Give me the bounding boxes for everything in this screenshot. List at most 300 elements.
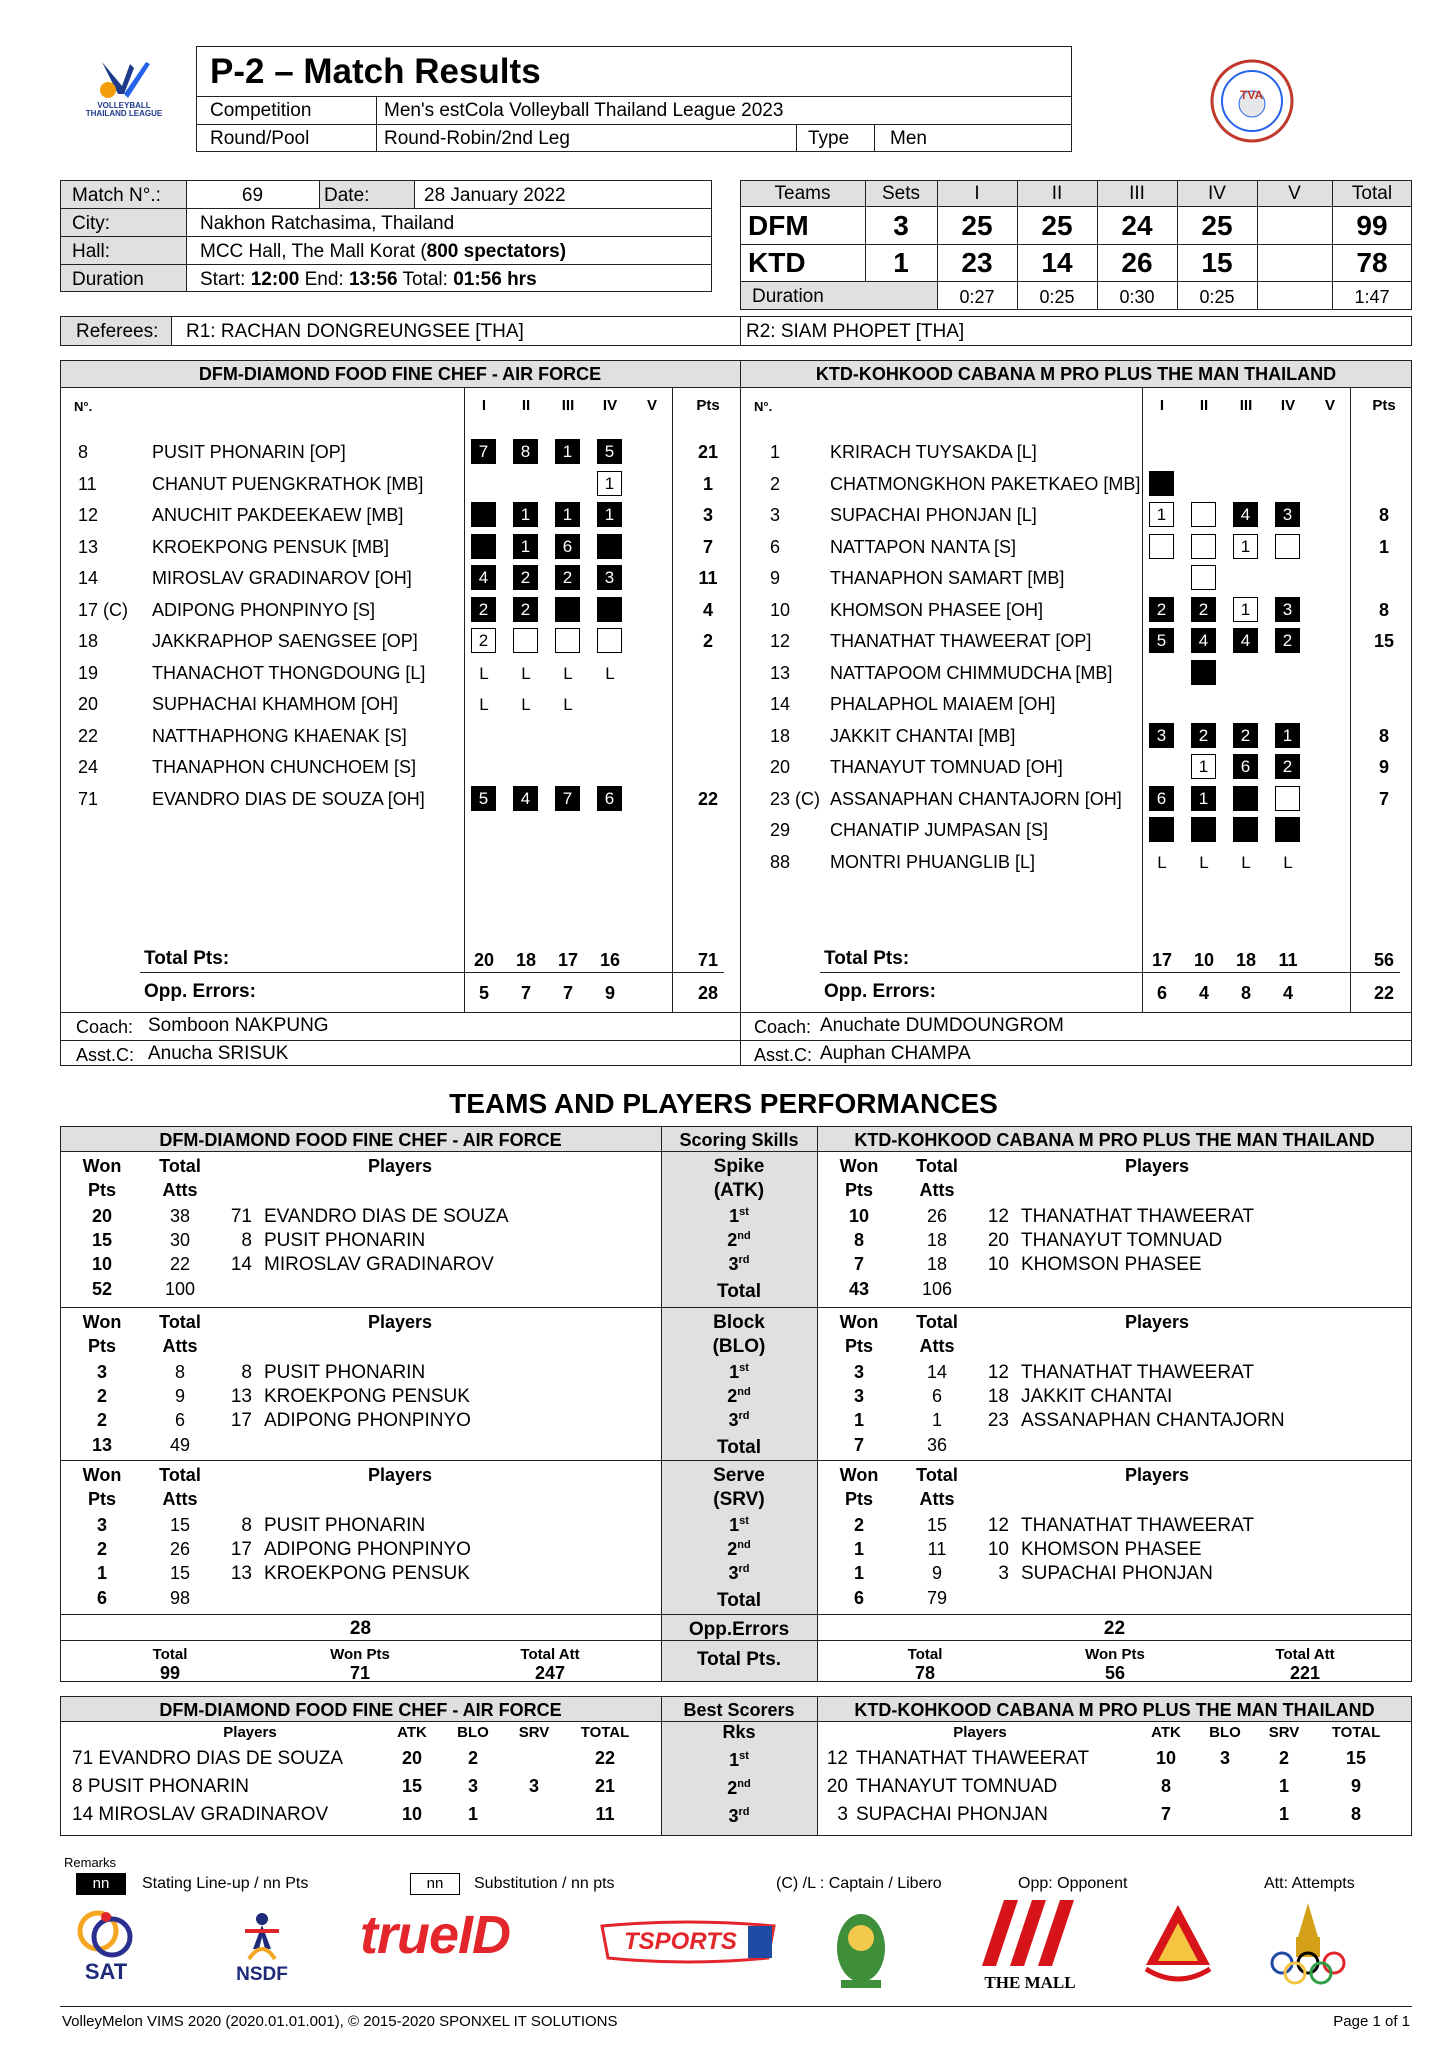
score-h-set1: I: [974, 183, 980, 204]
score-h-set5: V: [1288, 183, 1301, 204]
substitution-box: [555, 628, 580, 653]
roster-player-name: THANAYUT TOMNUAD [OH]: [830, 757, 1063, 777]
perf-player-number: 13: [230, 1386, 252, 1407]
perf-total-header: Total: [159, 1312, 201, 1332]
substitution-box: [1149, 534, 1174, 559]
perf-atts-total: 36: [926, 1435, 948, 1455]
legend-att: Att: Attempts: [1264, 1875, 1355, 1892]
perf-won-value: 10: [91, 1254, 113, 1274]
best-left-player: 14 MIROSLAV GRADINAROV: [72, 1804, 329, 1825]
perf-left-tot: 99: [159, 1663, 181, 1683]
starting-lineup-box: 2: [1275, 628, 1300, 653]
roster-player-name: NATTAPOOM CHIMMUDCHA [MB]: [830, 662, 1113, 683]
best-right-blo-header: BLO: [1209, 1724, 1241, 1741]
perf-players-header: Players: [1124, 1312, 1190, 1332]
roster-right-opp-value: 4: [1282, 983, 1293, 1003]
starting-lineup-box: 4: [1233, 502, 1258, 527]
substitution-box: 1: [1191, 754, 1216, 779]
perf-atts-value: 38: [169, 1206, 191, 1226]
rank-2-label: 2nd: [727, 1539, 751, 1559]
team2-set4: 15: [1201, 247, 1233, 278]
performances-title: TEAMS AND PLAYERS PERFORMANCES: [449, 1088, 998, 1119]
perf-player-number: 13: [230, 1563, 252, 1584]
perf-player-name: THANATHAT THAWEERAT: [1021, 1515, 1254, 1536]
perf-total-header: Total: [159, 1156, 201, 1176]
best-right-atk: 7: [1160, 1804, 1171, 1824]
perf-right-won: 56: [1104, 1663, 1126, 1683]
starting-lineup-box: 1: [1275, 723, 1300, 748]
roster-left-set4-header: IV: [602, 397, 618, 414]
perf-won-value: 3: [96, 1515, 107, 1535]
perf-won-header: Won: [839, 1312, 879, 1332]
libero-marker: L: [563, 663, 573, 683]
rank-3-label: 3rd: [728, 1410, 750, 1430]
rank-2-label: 2nd: [727, 1230, 751, 1250]
perf-won-total: 43: [848, 1279, 870, 1299]
perf-pts-header: Pts: [844, 1489, 873, 1509]
starting-lineup-box: 6: [555, 534, 580, 559]
roster-player-points: 1: [702, 473, 713, 494]
team2-set2: 14: [1041, 247, 1073, 278]
roster-right-opp-value: 8: [1240, 983, 1251, 1003]
starting-lineup-box: 6: [597, 786, 622, 811]
roster-player-number: 18: [78, 631, 99, 651]
substitution-box: [1275, 534, 1300, 559]
starting-lineup-box: [1233, 786, 1258, 811]
best-right-blo: 3: [1219, 1748, 1230, 1768]
best-left-team: DFM-DIAMOND FOOD FINE CHEF - AIR FORCE: [159, 1700, 562, 1720]
perf-player-name: JAKKIT CHANTAI: [1021, 1386, 1173, 1407]
roster-left-set5-header: V: [646, 397, 657, 414]
roster-player-number: 13: [770, 662, 791, 683]
roster-player-number: 20: [770, 757, 791, 777]
perf-player-number: 12: [987, 1362, 1009, 1383]
roster-player-points: 3: [702, 505, 713, 525]
asst-right-label: Asst.C:: [754, 1045, 813, 1065]
legend-captain: (C) /L : Captain / Libero: [776, 1875, 942, 1892]
substitution-box: [1191, 502, 1216, 527]
perf-won-value: 15: [91, 1230, 113, 1250]
best-right-player: SUPACHAI PHONJAN: [856, 1804, 1048, 1825]
best-left-player: 8 PUSIT PHONARIN: [72, 1776, 250, 1797]
roster-player-name: THANAPHON SAMART [MB]: [830, 568, 1065, 588]
best-right-atk-header: ATK: [1151, 1724, 1181, 1741]
libero-marker: L: [1199, 852, 1209, 872]
starting-lineup-box: 4: [1233, 628, 1258, 653]
skill-serve-name: Serve: [713, 1465, 765, 1486]
duration-row-label: Duration: [752, 286, 824, 307]
perf-won-value: 1: [853, 1539, 864, 1559]
starting-lineup-box: 7: [555, 786, 580, 811]
roster-left-opp-label: Opp. Errors:: [144, 981, 256, 1002]
roster-right-total-value: 18: [1235, 950, 1257, 970]
coach-right-label: Coach:: [754, 1017, 812, 1037]
perf-atts-header: Atts: [162, 1180, 198, 1200]
skill-block-total-label: Total: [717, 1437, 761, 1458]
starting-lineup-box: 8: [513, 439, 538, 464]
substitution-box: 2: [471, 628, 496, 653]
roster-right-total-value: 17: [1151, 950, 1173, 970]
perf-players-header: Players: [367, 1312, 433, 1332]
perf-player-name: EVANDRO DIAS DE SOUZA: [264, 1206, 509, 1227]
roster-player-name: EVANDRO DIAS DE SOUZA [OH]: [152, 788, 425, 809]
perf-won-header: Won: [82, 1156, 122, 1176]
substitution-box: 1: [1149, 502, 1174, 527]
roster-player-name: PHALAPHOL MAIAEM [OH]: [830, 694, 1056, 714]
roster-player-name: ADIPONG PHONPINYO [S]: [152, 599, 376, 620]
roster-player-number: 11: [78, 473, 97, 494]
perf-player-name: SUPACHAI PHONJAN: [1021, 1563, 1213, 1584]
perf-atts-value: 15: [169, 1563, 191, 1583]
best-right-atk: 10: [1155, 1748, 1177, 1768]
best-right-number: 12: [826, 1748, 848, 1769]
perf-atts-value: 15: [169, 1515, 191, 1535]
team2-code: KTD: [748, 247, 806, 278]
roster-player-number: 3: [770, 505, 781, 525]
roster-player-points: 9: [1378, 757, 1389, 777]
dur-set2: 0:25: [1039, 287, 1075, 307]
best-right-number: 3: [837, 1804, 848, 1825]
tsports-logo: TSPORTS: [598, 1918, 778, 1966]
skill-serve-total-label: Total: [717, 1590, 761, 1611]
team1-code: DFM: [748, 210, 809, 241]
perf-won-header: Won: [839, 1465, 879, 1485]
tva-logo: TVA: [1209, 58, 1295, 144]
roster-player-name: KRIRACH TUYSAKDA [L]: [830, 442, 1037, 462]
hall-label: Hall:: [72, 241, 111, 262]
perf-players-header: Players: [1124, 1465, 1190, 1485]
team1-total: 99: [1356, 210, 1388, 241]
best-rank-2: 2nd: [727, 1778, 751, 1798]
perf-atts-value: 15: [926, 1515, 948, 1535]
perf-won-value: 3: [96, 1362, 107, 1382]
perf-left-att-label: Total Att: [520, 1646, 580, 1663]
roster-player-points: 2: [702, 631, 713, 651]
best-left-atk: 20: [401, 1748, 423, 1768]
perf-right-opp: 22: [1103, 1618, 1126, 1639]
skill-spike-abbr: (ATK): [713, 1180, 765, 1201]
perf-left-opp: 28: [349, 1618, 372, 1639]
roster-left-total-value: 20: [473, 950, 495, 970]
roster-player-number: 23 (C): [770, 788, 821, 809]
roster-player-number: 18: [770, 725, 791, 746]
starting-lineup-box: 1: [513, 502, 538, 527]
best-left-total: 21: [594, 1776, 616, 1796]
perf-won-value: 1: [853, 1563, 864, 1583]
perf-player-number: 71: [230, 1206, 252, 1227]
best-left-blo: 2: [467, 1748, 478, 1768]
starting-lineup-box: 3: [1149, 723, 1174, 748]
roster-player-points: 8: [1378, 505, 1389, 525]
perf-scoring-label: Scoring Skills: [679, 1130, 799, 1150]
perf-player-number: 8: [241, 1230, 252, 1251]
perf-won-header: Won: [839, 1156, 879, 1176]
team2-sets: 1: [893, 247, 909, 278]
best-left-blo: 3: [467, 1776, 478, 1796]
best-right-atk: 8: [1160, 1776, 1171, 1796]
perf-won-total: 52: [91, 1279, 113, 1299]
perf-won-value: 10: [848, 1206, 870, 1226]
competition-label: Competition: [210, 100, 312, 121]
starting-lineup-box: 4: [471, 565, 496, 590]
referees-label: Referees:: [76, 321, 159, 342]
nsdf-logo: NSDF: [222, 1900, 302, 1992]
roster-player-number: 14: [770, 694, 791, 714]
roster-player-number: 22: [78, 725, 99, 746]
starting-lineup-box: 2: [555, 565, 580, 590]
perf-atts-header: Atts: [919, 1336, 955, 1356]
perf-won-value: 2: [853, 1515, 864, 1535]
starting-lineup-box: 3: [1275, 597, 1300, 622]
roster-left-opp-value: 7: [562, 983, 573, 1003]
starting-lineup-box: [1149, 817, 1174, 842]
roster-player-number: 24: [78, 757, 99, 777]
rank-1-label: 1st: [729, 1206, 749, 1226]
roster-player-name: NATTAPON NANTA [S]: [830, 536, 1017, 557]
perf-won-header: Won: [82, 1465, 122, 1485]
libero-marker: L: [479, 695, 489, 714]
skill-spike-total-label: Total: [717, 1281, 761, 1302]
perf-won-total: 6: [853, 1588, 864, 1608]
perf-atts-total: 100: [164, 1279, 196, 1299]
libero-marker: L: [521, 663, 531, 683]
perf-atts-value: 9: [174, 1386, 185, 1406]
perf-total-header: Total: [159, 1465, 201, 1485]
team1-set4: 25: [1201, 210, 1233, 241]
libero-marker: L: [479, 663, 489, 683]
perf-players-header: Players: [1124, 1156, 1190, 1176]
perf-pts-header: Pts: [844, 1336, 873, 1356]
perf-right-team: KTD-KOHKOOD CABANA M PRO PLUS THE MAN THAILAND: [854, 1130, 1375, 1150]
roster-player-name: THANATHAT THAWEERAT [OP]: [830, 631, 1092, 651]
best-rks-header: Rks: [722, 1722, 756, 1742]
duration-value: Start: 12:00 End: 13:56 Total: 01:56 hrs: [200, 269, 537, 290]
perf-won-header: Won: [82, 1312, 122, 1332]
perf-atts-value: 30: [169, 1230, 191, 1250]
team1-sets: 3: [893, 210, 909, 241]
starting-lineup-box: 2: [1149, 597, 1174, 622]
starting-lineup-box: 4: [1191, 628, 1216, 653]
libero-marker: L: [605, 663, 615, 683]
perf-player-name: PUSIT PHONARIN: [264, 1230, 426, 1251]
skill-spike-name: Spike: [713, 1156, 765, 1177]
sports-association-emblem: [1258, 1896, 1358, 1994]
roster-right-total-value: 56: [1373, 950, 1395, 970]
perf-left-won: 71: [349, 1663, 371, 1683]
roster-player-number: 2: [770, 473, 781, 494]
libero-marker: L: [563, 695, 573, 714]
dur-set3: 0:30: [1119, 287, 1155, 307]
score-h-teams: Teams: [774, 183, 831, 204]
roster-player-points: 7: [1378, 788, 1389, 809]
roster-right-opp-value: 4: [1198, 983, 1209, 1003]
starting-lineup-box: 1: [513, 534, 538, 559]
referee-2: R2: SIAM PHOPET [THA]: [746, 321, 965, 342]
roster-player-name: KROEKPONG PENSUK [MB]: [152, 536, 390, 557]
perf-atts-value: 9: [931, 1563, 942, 1583]
asst-left: Anucha SRISUK: [148, 1043, 289, 1064]
best-right-total: 15: [1345, 1748, 1367, 1768]
perf-left-won-label: Won Pts: [330, 1646, 390, 1663]
roster-player-number: 9: [770, 568, 781, 588]
starting-lineup-box: 2: [1275, 754, 1300, 779]
type-value: Men: [890, 128, 927, 149]
rank-2-label: 2nd: [727, 1386, 751, 1406]
round-label: Round/Pool: [210, 128, 310, 149]
perf-player-number: 17: [230, 1539, 252, 1560]
roster-right-pts-header: Pts: [1372, 397, 1396, 414]
perf-atts-value: 18: [926, 1230, 948, 1250]
hall-value: MCC Hall, The Mall Korat (800 spectators): [200, 241, 567, 262]
perf-atts-total: 49: [169, 1435, 191, 1455]
substitution-box: [513, 628, 538, 653]
roster-right-set2-header: II: [1199, 397, 1209, 414]
skill-block-name: Block: [713, 1312, 765, 1333]
roster-player-name: CHANATIP JUMPASAN [S]: [830, 820, 1049, 840]
substitution-box: [1191, 534, 1216, 559]
perf-atts-header: Atts: [919, 1180, 955, 1200]
coach-left-label: Coach:: [76, 1017, 134, 1037]
perf-right-tot: 78: [914, 1663, 936, 1683]
perf-atts-total: 98: [169, 1588, 191, 1608]
roster-left-opp-value: 28: [697, 983, 719, 1003]
best-left-blo: 1: [467, 1804, 478, 1824]
perf-player-name: THANATHAT THAWEERAT: [1021, 1362, 1254, 1383]
rank-3-label: 3rd: [728, 1254, 750, 1274]
best-right-player: THANAYUT TOMNUAD: [856, 1776, 1058, 1797]
perf-atts-value: 11: [927, 1539, 947, 1559]
score-h-set3: III: [1129, 183, 1145, 204]
rank-3-label: 3rd: [728, 1563, 750, 1583]
perf-player-name: THANATHAT THAWEERAT: [1021, 1206, 1254, 1227]
starting-lineup-box: 1: [555, 502, 580, 527]
starting-lineup-box: 7: [471, 439, 496, 464]
roster-left-total-label: Total Pts:: [144, 948, 230, 969]
roster-left-total-value: 71: [697, 950, 719, 970]
duration-label: Duration: [72, 269, 144, 290]
roster-right-total-value: 11: [1278, 950, 1298, 970]
roster-player-name: KHOMSON PHASEE [OH]: [830, 599, 1044, 620]
best-right-srv-header: SRV: [1268, 1724, 1300, 1741]
perf-players-header: Players: [367, 1465, 433, 1485]
perf-player-number: 20: [987, 1230, 1009, 1251]
perf-right-att-label: Total Att: [1275, 1646, 1335, 1663]
team1-set2: 25: [1041, 210, 1073, 241]
starting-lineup-box: [1191, 817, 1216, 842]
roster-player-name: SUPHACHAI KHAMHOM [OH]: [152, 694, 399, 714]
perf-player-name: PUSIT PHONARIN: [264, 1362, 426, 1383]
team2-set1: 23: [961, 247, 993, 278]
roster-player-name: MIROSLAV GRADINAROV [OH]: [152, 568, 412, 588]
perf-won-value: 3: [853, 1362, 864, 1382]
perf-right-won-label: Won Pts: [1085, 1646, 1145, 1663]
starting-lineup-box: 2: [471, 597, 496, 622]
perf-won-value: 8: [853, 1230, 864, 1250]
roster-player-points: 7: [702, 536, 713, 557]
type-label: Type: [808, 128, 850, 149]
starting-lineup-box: [471, 534, 496, 559]
roster-right-set4-header: IV: [1280, 397, 1296, 414]
perf-pts-header: Pts: [844, 1180, 873, 1200]
perf-opp-label: Opp.Errors: [688, 1619, 790, 1640]
round-value: Round-Robin/2nd Leg: [384, 128, 570, 149]
perf-atts-value: 14: [926, 1362, 948, 1382]
roster-left-opp-value: 7: [520, 983, 531, 1003]
roster-left-set1-header: I: [481, 397, 487, 414]
perf-player-number: 8: [241, 1515, 252, 1536]
referee-1: R1: RACHAN DONGREUNGSEE [THA]: [186, 321, 524, 342]
asst-right: Auphan CHAMPA: [820, 1043, 971, 1064]
best-right-number: 20: [826, 1776, 848, 1797]
perf-right-att: 221: [1289, 1663, 1321, 1683]
perf-atts-value: 6: [931, 1386, 942, 1406]
perf-player-name: KHOMSON PHASEE: [1021, 1539, 1202, 1560]
libero-marker: L: [1157, 852, 1167, 872]
perf-won-total: 13: [91, 1435, 113, 1455]
perf-players-header: Players: [367, 1156, 433, 1176]
roster-left-no-header: N°.: [74, 399, 93, 414]
perf-atts-header: Atts: [162, 1336, 198, 1356]
perf-won-value: 2: [96, 1539, 107, 1559]
roster-player-number: 14: [78, 568, 99, 588]
roster-player-points: 11: [698, 568, 718, 588]
perf-player-number: 3: [998, 1563, 1009, 1584]
roster-player-points: 22: [697, 788, 719, 809]
date-label: Date:: [324, 185, 370, 206]
roster-player-number: 88: [770, 851, 791, 872]
perf-player-number: 12: [987, 1206, 1009, 1227]
perf-totpts-label: Total Pts.: [696, 1649, 782, 1670]
dur-set4: 0:25: [1199, 287, 1235, 307]
perf-player-number: 10: [987, 1254, 1009, 1275]
starting-lineup-box: [597, 597, 622, 622]
perf-player-name: THANAYUT TOMNUAD: [1021, 1230, 1223, 1251]
trueid-logo: trueID: [360, 1905, 511, 1965]
best-right-srv: 1: [1278, 1776, 1289, 1796]
starting-lineup-box: 1: [597, 502, 622, 527]
starting-lineup-box: 6: [1233, 754, 1258, 779]
score-h-total: Total: [1351, 183, 1393, 204]
starting-lineup-box: 1: [1191, 786, 1216, 811]
legend-opp: Opp: Opponent: [1018, 1875, 1128, 1892]
best-right-total: 8: [1350, 1804, 1361, 1824]
roster-player-number: 8: [78, 442, 89, 462]
roster-player-points: 4: [702, 599, 713, 620]
sat-logo: SAT: [66, 1900, 146, 1990]
perf-pts-header: Pts: [87, 1489, 116, 1509]
best-left-srv-header: SRV: [518, 1724, 550, 1741]
city-value: Nakhon Ratchasima, Thailand: [200, 213, 455, 234]
roster-player-name: SUPACHAI PHONJAN [L]: [830, 505, 1037, 525]
starting-lineup-box: 6: [1149, 786, 1174, 811]
perf-player-number: 10: [987, 1539, 1009, 1560]
coach-left: Somboon NAKPUNG: [148, 1015, 329, 1036]
match-no: 69: [241, 185, 264, 206]
starting-lineup-box: 3: [597, 565, 622, 590]
roster-player-points: 15: [1373, 631, 1395, 651]
perf-right-tot-label: Total: [907, 1646, 943, 1663]
ministry-emblem: [828, 1896, 894, 1996]
best-right-total-header: TOTAL: [1331, 1724, 1381, 1741]
libero-marker: L: [1283, 852, 1293, 872]
starting-lineup-box: 2: [513, 565, 538, 590]
perf-player-number: 23: [987, 1410, 1009, 1431]
legend-sub-box: nn: [410, 1873, 460, 1895]
roster-player-number: 19: [78, 662, 99, 683]
university-emblem: [1138, 1896, 1218, 1992]
starting-lineup-box: 5: [597, 439, 622, 464]
starting-lineup-box: 5: [471, 786, 496, 811]
